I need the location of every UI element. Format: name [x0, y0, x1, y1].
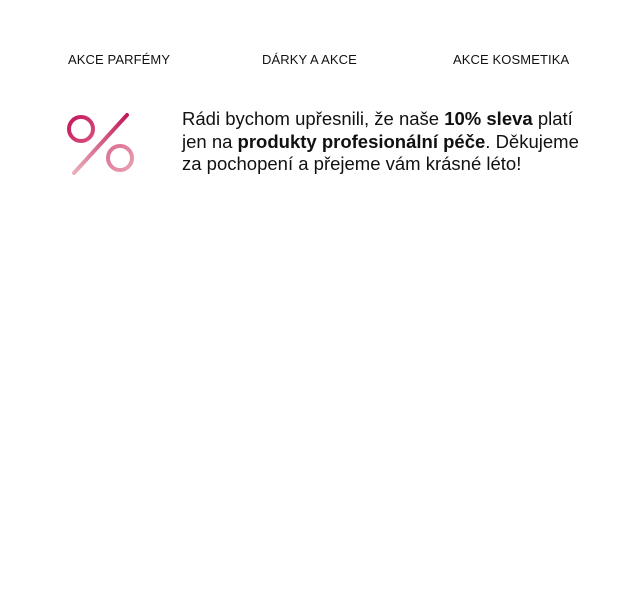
notice-text-part-3: . Děkujeme za pochopení a přejeme vám krásné léto! [182, 130, 579, 174]
top-navigation [0, 52, 640, 72]
nav-link-akce-kosmetika[interactable]: AKCE KOSMETIKA [453, 52, 570, 67]
notice-text-part-2: platí jen na [182, 108, 573, 152]
percent-icon [64, 112, 140, 176]
nav-link-akce-parfemy[interactable]: AKCE PARFÉMY [68, 52, 171, 67]
nav-link-darky-a-akce[interactable]: DÁRKY A AKCE [262, 52, 357, 67]
discount-notice [64, 108, 624, 178]
notice-text-part-1: Rádi bychom upřesnili, že naše [182, 108, 445, 129]
notice-text [182, 108, 592, 176]
notice-bold-discount: 10% sleva [444, 108, 533, 129]
notice-bold-products: produkty profesionální péče [237, 130, 486, 152]
